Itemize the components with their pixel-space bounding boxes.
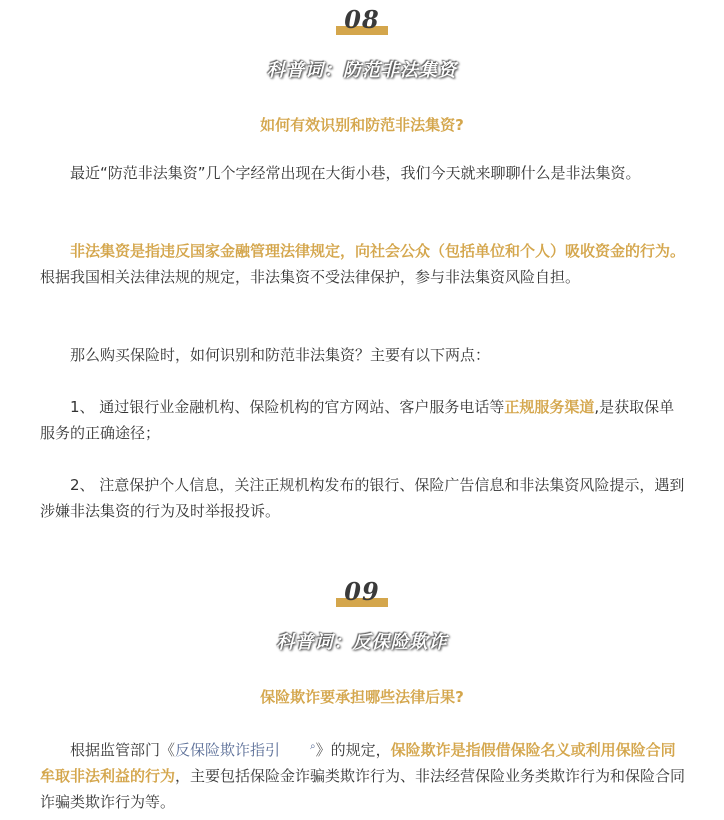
definition-rest: 根据我国相关法律法规的规定，非法集资不受法律保护，参与非法集资风险自担。	[40, 268, 581, 286]
paragraph-how	[40, 342, 688, 368]
section-number-08	[336, 5, 388, 35]
fraud-post: ，主要包括保险金诈骗类欺诈行为、非法经营保险业务类欺诈行为和保险合同诈骗类欺诈行为等。	[40, 767, 686, 811]
paragraph-how-text: 那么购买保险时，如何识别和防范非法集资？主要有以下两点：	[70, 346, 491, 364]
question-09: 保险欺诈要承担哪些法律后果?	[260, 688, 464, 706]
term-title-09: 科普词：反保险欺诈	[276, 632, 448, 653]
paragraph-intro	[40, 160, 688, 186]
paragraph-point-1	[40, 394, 688, 446]
paragraph-definition	[40, 238, 688, 290]
point-2-text: 2、 注意保护个人信息，关注正规机构发布的银行、保险广告信息和非法集资风险提示，遇到涉嫌非法集资的行为及时举报投诉。	[40, 476, 685, 520]
paragraph-point-2	[40, 472, 688, 524]
point-1-highlight: 正规服务渠道	[504, 398, 595, 416]
fraud-pre: 根据监管部门《	[70, 741, 176, 759]
question-08: 如何有效识别和防范非法集资?	[260, 116, 464, 134]
fraud-guideline-link[interactable]: 反保险欺诈指引	[175, 741, 281, 759]
fraud-highlight: 保险欺诈是指假借保险名义或利用保险合同牟取非法利益的行为	[40, 741, 676, 785]
fraud-mid: 》的规定，	[315, 741, 391, 759]
section-number-text: 09	[344, 577, 380, 606]
point-1-pre: 1、 通过银行业金融机构、保险机构的官方网站、客户服务电话等	[70, 398, 505, 416]
definition-highlight: 非法集资是指违反国家金融管理法律规定，向社会公众（包括单位和个人）吸收资金的行为。	[70, 242, 686, 260]
paragraph-intro-text: 最近“防范非法集资”几个字经常出现在大街小巷，我们今天就来聊聊什么是非法集资。	[70, 164, 641, 182]
search-icon[interactable]: ⌕	[310, 741, 316, 752]
paragraph-fraud-definition	[40, 734, 688, 815]
section-number-09	[336, 577, 388, 607]
point-1-post: ,是获取保单服务的正确途径；	[40, 398, 675, 442]
term-title-08: 科普词：防范非法集资	[267, 60, 457, 81]
section-number-text: 08	[344, 5, 380, 34]
